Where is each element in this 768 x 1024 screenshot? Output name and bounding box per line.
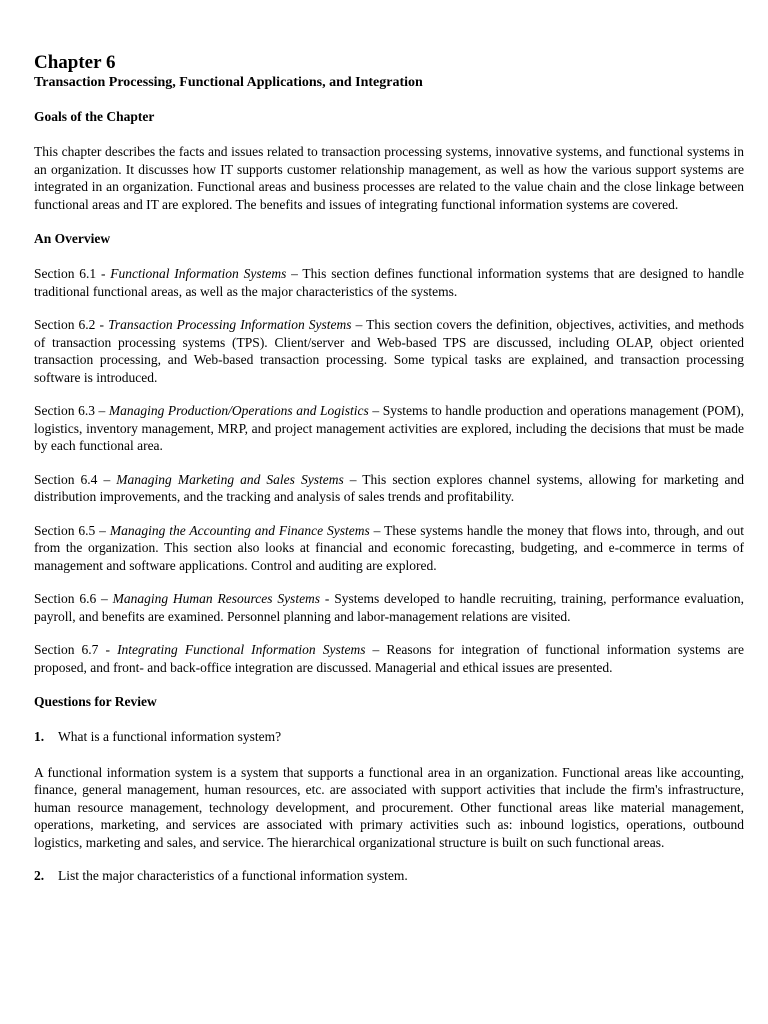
review-question-2 <box>34 867 744 885</box>
section-prefix: Section 6.1 - <box>34 266 111 281</box>
section-description: – This section covers the definition, objectives, activities, and methods of transaction processing systems (TPS). Client/server and Web-based TPS are discussed, including OLAP, object oriented transaction processing, and Web-based transaction processing. Some typical tasks are explained, and transaction processing software is introduced. <box>34 317 744 385</box>
section-title: Managing the Accounting and Finance Systems <box>109 522 370 538</box>
answer-paragraph: A functional information system is a system that supports a functional area in an organization. Functional areas like accounting, finance, general management, human resources, etc. are associated with support activities that include the firm's infrastructure, human resource management, technology development, and procurement. Other functional areas like material management, operations, marketing, and services are associated with primary activities such as: inbound logistics, operations, outbound logistics, marketing and sales, and service. The hierarchical organizational structure is built on such functional areas. <box>34 764 744 850</box>
section-prefix: Section 6.5 – <box>34 522 110 538</box>
overview-section-6-2 <box>34 316 744 386</box>
section-title: Managing Marketing and Sales Systems <box>116 471 344 487</box>
section-description: – Reasons for integration of functional information systems are proposed, and front- and back-office integration are discussed. Managerial and ethical issues are presented. <box>34 642 744 675</box>
question-text: What is a functional information system? <box>58 729 282 744</box>
section-prefix: Section 6.7 - <box>34 642 118 657</box>
overview-section-6-7 <box>34 641 744 676</box>
overview-section-6-3 <box>34 402 744 455</box>
chapter-title: Chapter 6 <box>34 52 116 73</box>
overview-heading: An Overview <box>34 231 111 246</box>
section-description: – This section explores channel systems, allowing for marketing and distribution improvements, and the tracking and analysis of sales trends and profitability. <box>34 471 745 504</box>
review-question-1 <box>34 728 744 746</box>
overview-section-6-6 <box>34 590 744 625</box>
section-title: Managing Human Resources Systems <box>112 591 321 606</box>
section-title: Transaction Processing Information Systems <box>108 317 352 332</box>
chapter-subtitle: Transaction Processing, Functional Applications, and Integration <box>34 75 423 90</box>
question-number: 1. <box>34 729 45 744</box>
section-description: – This section defines functional information systems that are designed to handle traditional functional areas, as well as the major characteristics of the systems. <box>34 266 744 299</box>
overview-section-6-5 <box>34 522 744 575</box>
document-page <box>34 52 744 903</box>
goals-paragraph: This chapter describes the facts and issues related to transaction processing systems, innovative systems, and functional systems in an organization. It discusses how IT supports customer relationship management, as well as how the various support systems are integrated in an organization. Functional areas and business processes are related to the value chain and the close linkage between functional areas and IT are explored. The benefits and issues of integrating functional information systems are covered. <box>34 144 744 212</box>
section-description: – Systems to handle production and operations management (POM), logistics, inventory management, MRP, and project management activities are explored, including the decisions that must be made by each functional area. <box>34 403 745 453</box>
question-text: List the major characteristics of a functional information system. <box>58 868 408 883</box>
overview-section-6-1 <box>34 265 744 300</box>
goals-heading: Goals of the Chapter <box>34 109 155 124</box>
section-prefix: Section 6.3 – <box>34 403 109 418</box>
section-title: Managing Production/Operations and Logistics <box>108 403 369 418</box>
overview-section-6-4 <box>34 471 744 506</box>
section-prefix: Section 6.2 - <box>34 317 109 332</box>
section-description: – These systems handle the money that flows into, through, and out from the organization. This section also looks at financial and economic forecasting, budgeting, and e-commerce in terms of management and software applications. Control and auditing are explored. <box>34 522 745 573</box>
question-number: 2. <box>34 868 45 883</box>
section-title: Functional Information Systems <box>110 266 287 281</box>
section-prefix: Section 6.4 – <box>34 471 117 487</box>
section-title: Integrating Functional Information Systems <box>117 642 366 657</box>
section-description: - Systems developed to handle recruiting, training, performance evaluation, payroll, and benefits are examined. Personnel planning and labor-management relations are visited. <box>34 591 744 624</box>
section-prefix: Section 6.6 – <box>34 591 113 606</box>
review-heading: Questions for Review <box>34 694 157 709</box>
